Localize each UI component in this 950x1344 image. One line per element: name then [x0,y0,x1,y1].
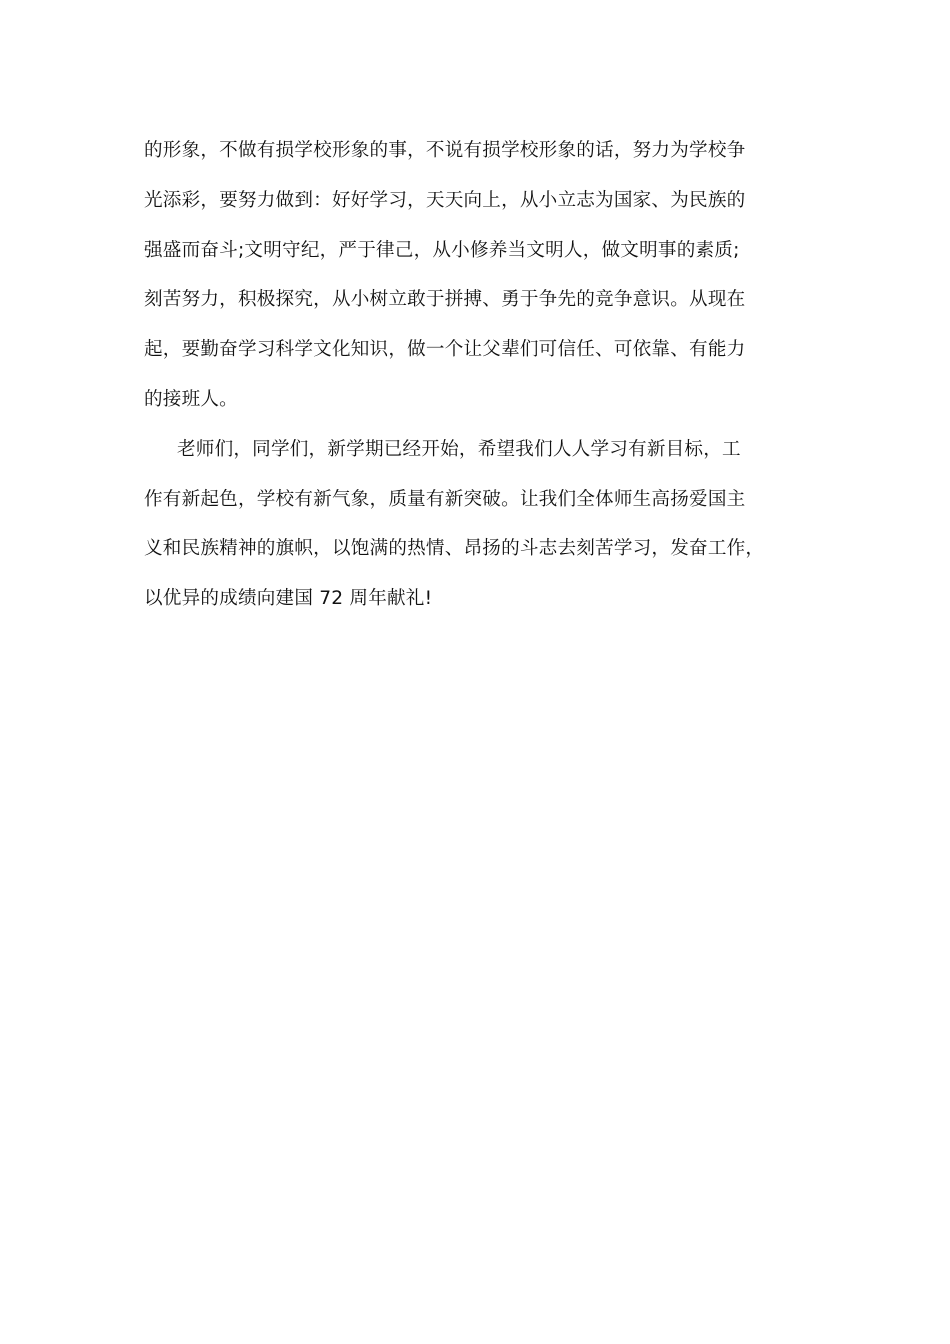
text-line: 义和民族精神的旗帜，以饱满的热情、昂扬的斗志去刻苦学习，发奋工作， [144,538,765,560]
text-line: 以优异的成绩向建国 72 周年献礼! [144,588,433,610]
paragraph-2 [144,425,794,624]
text-line: 光添彩，要努力做到：好好学习，天天向上，从小立志为国家、为民族的 [144,189,746,211]
paragraph-1 [144,126,794,425]
text-line: 的接班人。 [144,388,238,410]
text-line: 刻苦努力，积极探究，从小树立敢于拼搏、勇于争先的竞争意识。从现在 [144,289,746,311]
text-line: 作有新起色，学校有新气象，质量有新突破。让我们全体师生高扬爱国主 [144,488,746,510]
text-line: 起，要勤奋学习科学文化知识，做一个让父辈们可信任、可依靠、有能力 [144,339,746,361]
text-line-indented: 老师们，同学们，新学期已经开始，希望我们人人学习有新目标，工 [177,438,741,460]
text-line: 强盛而奋斗;文明守纪，严于律己，从小修养当文明人，做文明事的素质; [144,239,740,261]
body-text [144,126,794,624]
text-line: 的形象，不做有损学校形象的事，不说有损学校形象的话，努力为学校争 [144,140,746,161]
